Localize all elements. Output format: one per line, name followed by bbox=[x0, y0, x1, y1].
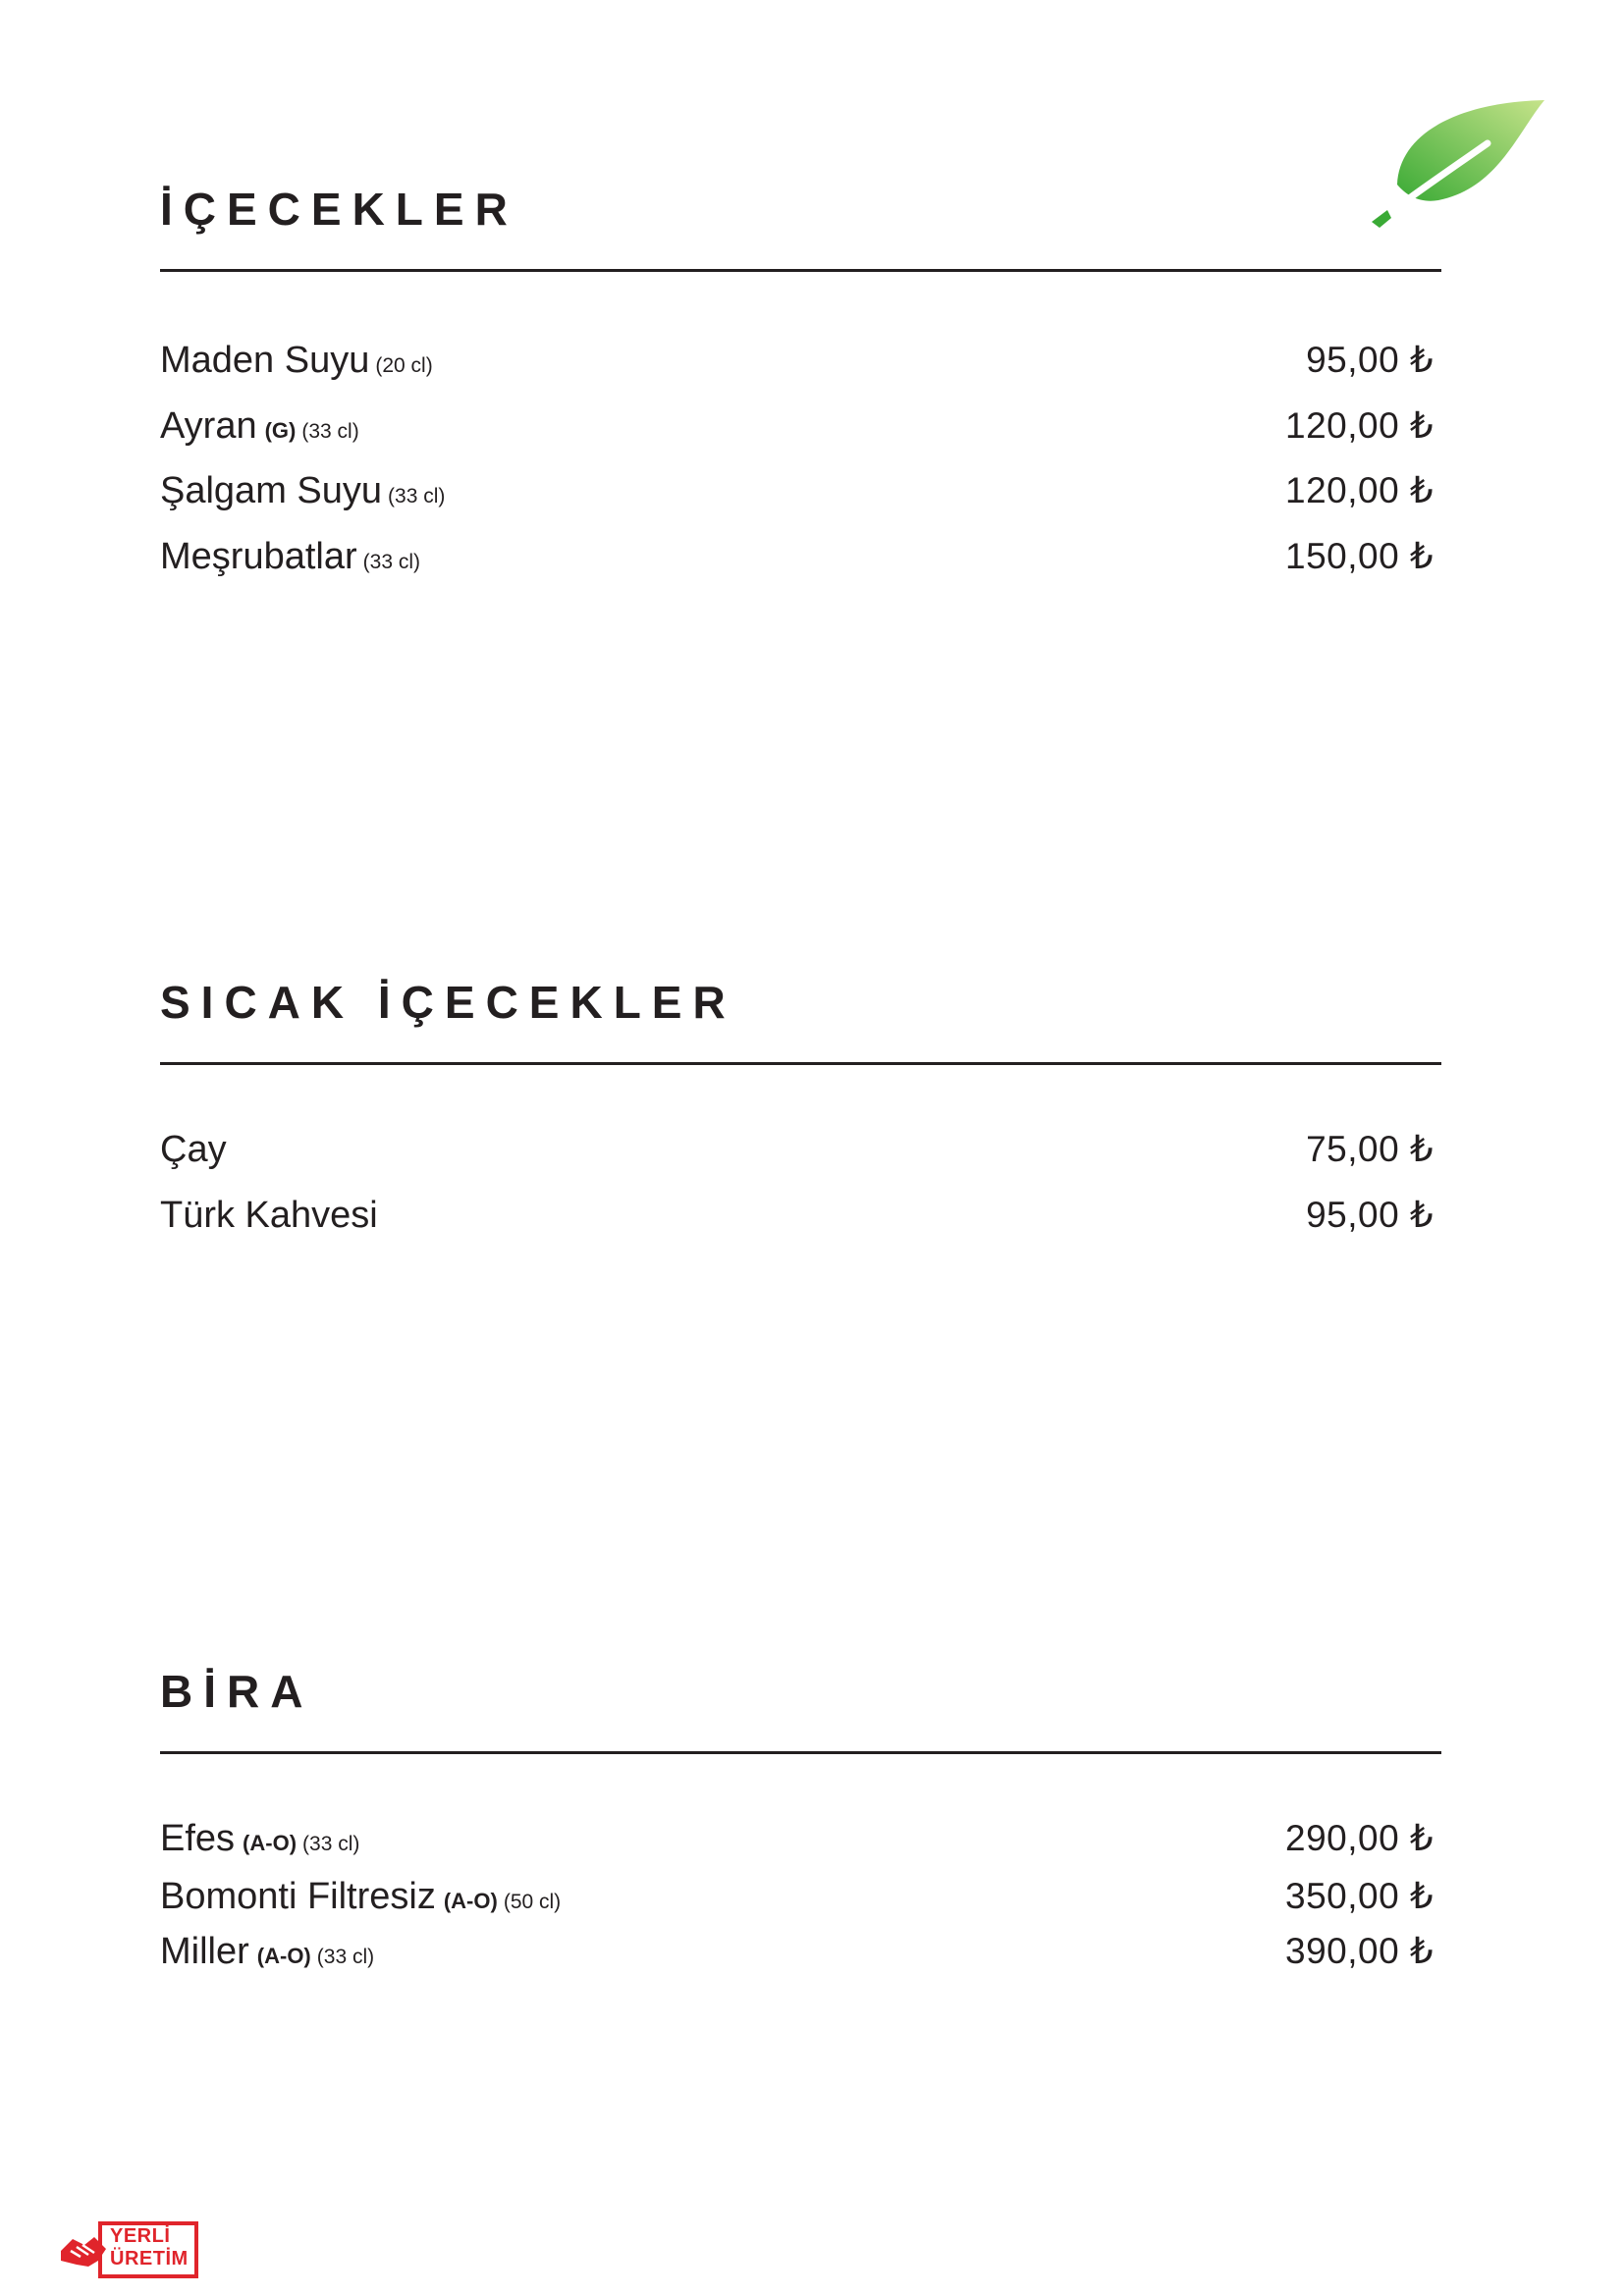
section-title: SICAK İÇECEKLER bbox=[160, 977, 736, 1028]
item-name: Şalgam Suyu (33 cl) bbox=[160, 470, 446, 511]
item-price: 95,00 ₺ bbox=[1306, 1194, 1434, 1235]
menu-item bbox=[160, 1930, 1441, 1996]
item-name: Çay bbox=[160, 1129, 227, 1170]
item-tag: (A-O) bbox=[443, 1889, 498, 1913]
menu-item bbox=[160, 1128, 1441, 1194]
item-name: Miller (A-O) (33 cl) bbox=[160, 1931, 375, 1972]
item-price: 350,00 ₺ bbox=[1285, 1876, 1434, 1916]
item-volume: (50 cl) bbox=[503, 1891, 562, 1913]
menu-list bbox=[160, 1817, 1441, 1996]
menu-item bbox=[160, 535, 1441, 601]
item-volume: (33 cl) bbox=[301, 419, 359, 443]
item-name: Türk Kahvesi bbox=[160, 1194, 378, 1236]
item-volume: (33 cl) bbox=[316, 1946, 375, 1968]
menu-item bbox=[160, 339, 1441, 404]
item-volume: (20 cl) bbox=[375, 354, 433, 377]
item-volume: (33 cl) bbox=[302, 1833, 360, 1855]
item-price: 95,00 ₺ bbox=[1306, 340, 1434, 380]
item-price: 290,00 ₺ bbox=[1285, 1818, 1434, 1858]
item-price: 120,00 ₺ bbox=[1285, 470, 1434, 510]
menu-item bbox=[160, 1194, 1441, 1259]
section-title: BİRA bbox=[160, 1666, 314, 1717]
section-bira bbox=[160, 1666, 1441, 1996]
item-name: Ayran (G) (33 cl) bbox=[160, 404, 359, 447]
menu-item bbox=[160, 1817, 1441, 1875]
menu-list bbox=[160, 339, 1441, 600]
item-price: 120,00 ₺ bbox=[1285, 404, 1434, 446]
menu-item bbox=[160, 469, 1441, 535]
item-price: 150,00 ₺ bbox=[1285, 535, 1434, 576]
item-price: 75,00 ₺ bbox=[1306, 1129, 1434, 1169]
item-volume: (33 cl) bbox=[388, 485, 446, 507]
item-price: 390,00 ₺ bbox=[1285, 1931, 1434, 1971]
yerli-uretim-badge bbox=[59, 2221, 198, 2278]
item-tag: (A-O) bbox=[256, 1944, 311, 1968]
item-name: Meşrubatlar (33 cl) bbox=[160, 535, 420, 577]
section-sicak-icecekler bbox=[160, 977, 1441, 1258]
section-title: İÇECEKLER bbox=[160, 184, 518, 235]
badge-label bbox=[110, 2225, 189, 2270]
badge-line-1: YERLİ bbox=[110, 2225, 171, 2247]
menu-list bbox=[160, 1128, 1441, 1258]
item-volume: (33 cl) bbox=[362, 550, 420, 573]
section-divider bbox=[160, 1751, 1441, 1754]
item-name: Bomonti Filtresiz (A-O) (50 cl) bbox=[160, 1876, 562, 1917]
badge-line-2: ÜRETİM bbox=[110, 2248, 189, 2269]
item-tag: (A-O) bbox=[243, 1831, 298, 1855]
menu-item bbox=[160, 404, 1441, 470]
item-tag: (G) bbox=[264, 417, 297, 443]
section-divider bbox=[160, 1062, 1441, 1065]
item-name: Maden Suyu (20 cl) bbox=[160, 340, 433, 381]
section-icecekler bbox=[160, 184, 1441, 600]
section-divider bbox=[160, 269, 1441, 272]
item-name: Efes (A-O) (33 cl) bbox=[160, 1818, 360, 1859]
menu-item bbox=[160, 1875, 1441, 1930]
